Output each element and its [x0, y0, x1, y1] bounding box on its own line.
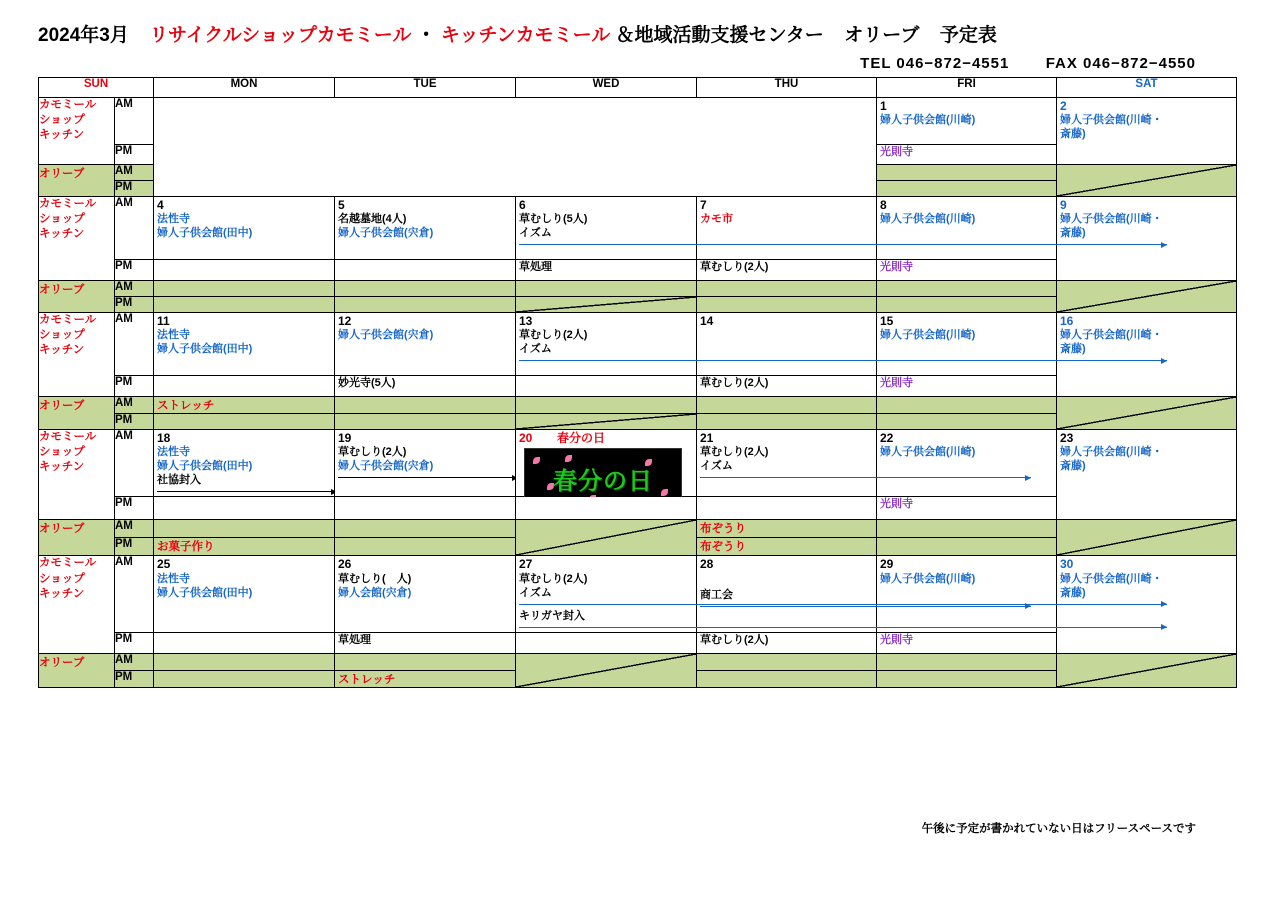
- row-label-olive: オリーブ: [39, 653, 115, 687]
- day-number: 25: [157, 557, 171, 572]
- day-cell-23: [1057, 430, 1237, 520]
- day-number: 27: [519, 557, 533, 572]
- olive-cell-thu: [697, 397, 877, 414]
- event-text: 光則寺: [880, 146, 913, 158]
- olive-event-stretch: ストレッチ: [157, 400, 215, 412]
- day-number: 30: [1060, 557, 1074, 572]
- weekday-thu: THU: [697, 78, 877, 98]
- day-number: 15: [880, 314, 894, 328]
- day-cell-2: [1057, 98, 1237, 165]
- olive-cell-wed: [516, 281, 697, 297]
- olive-cell-mon: [154, 653, 335, 670]
- day-cell-18: [154, 430, 335, 497]
- day-cell-8-pm: [877, 260, 1057, 281]
- day-number: 28: [700, 557, 714, 572]
- event-text: 草むしり(2人): [700, 633, 769, 646]
- title-doc-type: 予定表: [939, 25, 997, 46]
- olive-cell-fri-pm: [877, 297, 1057, 313]
- olive-cell-thu-pm: [697, 670, 877, 687]
- span-arrow-izumu: [519, 356, 1167, 365]
- weekday-sat: SAT: [1057, 78, 1237, 98]
- olive-cell-thu-pm: [697, 414, 877, 430]
- holiday-label: 春分の日: [557, 431, 606, 445]
- day-cell-15-pm: [877, 376, 1057, 397]
- span-arrow-fujin: [338, 473, 518, 482]
- day-cell-9: [1057, 197, 1237, 281]
- olive-cell-thu-pm: [697, 297, 877, 313]
- title-org1: リサイクルショップカモミール: [149, 25, 412, 46]
- event-text: 婦人子供会館(田中): [157, 460, 253, 473]
- day-cell-28: [697, 556, 877, 632]
- day-number-text: 20: [519, 431, 533, 445]
- title-org2: キッチンカモミール: [440, 25, 611, 46]
- olive-cell-fri: [877, 653, 1057, 670]
- pm-label: PM: [115, 181, 154, 197]
- day-number: 18: [157, 431, 171, 445]
- title-amp: ＆地域活動支援センター: [615, 25, 824, 46]
- am-label: AM: [115, 397, 154, 414]
- olive-cell-tue: [335, 281, 516, 297]
- row-label-kamomile: [39, 197, 115, 281]
- olive-cell-tue-pm: [335, 414, 516, 430]
- day-cell-4-pm: [154, 260, 335, 281]
- label-line-2: ショップ: [39, 213, 85, 226]
- title-month: 2024年3月: [38, 25, 129, 46]
- day-number: 29: [880, 557, 894, 572]
- olive-cell-thu: [697, 520, 877, 538]
- pm-label: PM: [115, 538, 154, 556]
- day-number: 6: [519, 198, 526, 212]
- olive-cell-fri-pm: [877, 538, 1057, 556]
- footnote: 午後に予定が書かれていない日はフリースペースです: [921, 823, 1196, 835]
- row-label-kamomile: [39, 556, 115, 653]
- event-text: イズム: [700, 460, 733, 473]
- week3-kamomile-am: [39, 313, 1237, 376]
- span-arrow-izumu: [700, 473, 1031, 482]
- event-text: 法性寺: [157, 329, 190, 342]
- pm-label: PM: [115, 632, 154, 653]
- row-label-olive: オリーブ: [39, 520, 115, 556]
- event-text: 草むしり(2人): [700, 377, 769, 389]
- day-cell-29-pm: [877, 632, 1057, 653]
- event-text: 婦人子供会館(川崎・: [1060, 572, 1163, 585]
- olive-cell-fri-pm: [877, 181, 1057, 197]
- day-cell-21-pm: [697, 497, 877, 520]
- day-cell-22: [877, 430, 1057, 497]
- olive-cell-thu-pm: [697, 538, 877, 556]
- pm-label: PM: [115, 297, 154, 313]
- day-number: 9: [1060, 198, 1067, 212]
- olive-cell-wed-pm: [516, 414, 697, 430]
- event-text: 婦人子供会館(宍倉): [338, 460, 434, 473]
- day-cell-26-pm: [335, 632, 516, 653]
- day-number: 8: [880, 198, 887, 212]
- day-number: 14: [700, 314, 714, 328]
- olive-cell-sat: [1057, 397, 1237, 430]
- week3-olive-am: [39, 397, 1237, 414]
- am-label: AM: [115, 430, 154, 497]
- olive-cell-mon: [154, 281, 335, 297]
- contact-info: [860, 55, 1196, 72]
- label-line-1: カモミール: [39, 431, 97, 443]
- row-label-kamomile: [39, 313, 115, 397]
- label-line-1: カモミール: [39, 198, 97, 210]
- event-text: 草むしり(2人): [338, 446, 407, 459]
- row-label-olive: オリーブ: [39, 281, 115, 313]
- am-label: AM: [115, 556, 154, 632]
- shunbun-image-text: 春分の日: [553, 467, 653, 495]
- day-cell-13: [516, 313, 697, 376]
- label-line-3: キッチン: [39, 344, 85, 357]
- week4-kamomile-am: [39, 430, 1237, 497]
- label-line-1: カモミール: [39, 314, 97, 326]
- label-line-1: カモミール: [39, 99, 97, 111]
- olive-cell-sat: [1057, 165, 1237, 197]
- event-text: 草処理: [519, 261, 552, 273]
- event-text: 婦人子供会館(田中): [157, 343, 253, 356]
- week4-olive-am: [39, 520, 1237, 538]
- day-number: 16: [1060, 314, 1074, 328]
- olive-cell-mon: [154, 520, 335, 538]
- day-cell-14: [697, 313, 877, 376]
- day-cell-22-pm: [877, 497, 1057, 520]
- season-banner: [154, 98, 877, 197]
- olive-cell-tue-pm: [335, 670, 516, 687]
- event-text: 草むしり(2人): [519, 329, 588, 342]
- olive-event-nunozouri: 布ぞうり: [700, 523, 746, 536]
- event-text: 草むしり(2人): [519, 572, 588, 585]
- event-text: 法性寺: [157, 446, 190, 459]
- day-cell-5: [335, 197, 516, 260]
- day-number: 13: [519, 314, 533, 328]
- event-text: 婦人子供会館(川崎・: [1060, 446, 1163, 459]
- pm-label: PM: [115, 260, 154, 281]
- label-line-3: キッチン: [39, 129, 85, 142]
- event-text: 光則寺: [880, 377, 913, 389]
- label-line-2: ショップ: [39, 329, 85, 342]
- day-number: [516, 430, 696, 445]
- event-text: 社協封入: [157, 474, 201, 487]
- tel-label: TEL: [860, 55, 892, 72]
- event-text: 斎藤): [1060, 586, 1086, 599]
- schedule-table: [38, 77, 1237, 688]
- day-number: 23: [1060, 431, 1074, 445]
- olive-event-stretch: ストレッチ: [338, 673, 396, 686]
- fax-number: 046−872−4550: [1083, 55, 1196, 72]
- olive-cell-sat: [1057, 653, 1237, 687]
- day-number: 26: [338, 557, 352, 572]
- event-text: 婦人子供会館(川崎・: [1060, 213, 1163, 226]
- olive-cell-tue-pm: [335, 538, 516, 556]
- weekday-header-row: [39, 78, 1237, 98]
- event-text: 婦人子供会館(田中): [157, 586, 253, 599]
- event-text: 婦人子供会館(川崎): [880, 329, 976, 342]
- am-label: AM: [115, 520, 154, 538]
- day-number: 2: [1060, 99, 1067, 113]
- weekday-mon: MON: [154, 78, 335, 98]
- am-label: AM: [115, 165, 154, 181]
- olive-cell-mon-pm: [154, 414, 335, 430]
- event-text: 婦人子供会館(宍倉): [338, 227, 434, 240]
- label-line-3: キッチン: [39, 228, 85, 241]
- day-cell-1-pm: [877, 145, 1057, 165]
- label-line-2: ショップ: [39, 572, 85, 585]
- fax-label: FAX: [1045, 55, 1078, 72]
- event-text: 婦人子供会館(川崎・: [1060, 114, 1163, 127]
- event-text: 商工会: [700, 588, 733, 601]
- title-org3: オリーブ: [844, 25, 920, 46]
- event-text: 斎藤): [1060, 227, 1086, 240]
- event-text: 草処理: [338, 633, 371, 646]
- event-text: キリガヤ封入: [519, 609, 585, 622]
- event-text: 婦人子供会館(田中): [157, 227, 253, 240]
- event-text: 斎藤): [1060, 128, 1086, 141]
- week5-olive-am: [39, 653, 1237, 670]
- day-cell-25-pm: [154, 632, 335, 653]
- event-text: 光則寺: [880, 633, 913, 646]
- pm-label: PM: [115, 145, 154, 165]
- weekday-sun: SUN: [39, 78, 154, 98]
- day-cell-29: [877, 556, 1057, 632]
- event-text: 妙光寺(5人): [338, 377, 396, 389]
- event-text: 草むしり(5人): [519, 213, 588, 226]
- olive-cell-sat: [1057, 520, 1237, 556]
- event-text: 草むしり( 人): [338, 572, 412, 585]
- am-label: AM: [115, 653, 154, 670]
- title-dot: ・: [416, 25, 436, 46]
- day-cell-16: [1057, 313, 1237, 397]
- day-cell-28-pm: [697, 632, 877, 653]
- day-cell-19: [335, 430, 516, 497]
- day-cell-18-pm: [154, 497, 335, 520]
- olive-cell-fri: [877, 281, 1057, 297]
- day-number: 12: [338, 314, 352, 328]
- label-line-2: ショップ: [39, 446, 85, 459]
- olive-cell-fri: [877, 397, 1057, 414]
- span-arrow-shokokai: [700, 602, 1031, 611]
- olive-cell-tue: [335, 520, 516, 538]
- olive-cell-mon-pm: [154, 538, 335, 556]
- olive-cell-wed: [516, 653, 697, 687]
- day-cell-12: [335, 313, 516, 376]
- event-text: 婦人子供会館(川崎): [880, 572, 976, 585]
- day-cell-6-pm: [516, 260, 697, 281]
- event-text: 光則寺: [880, 498, 913, 511]
- olive-cell-sat: [1057, 281, 1237, 313]
- olive-cell-tue: [335, 653, 516, 670]
- row-label-kamomile: [39, 98, 115, 165]
- day-number: 7: [700, 198, 707, 212]
- olive-cell-fri-pm: [877, 670, 1057, 687]
- event-text: 草むしり(2人): [700, 261, 769, 273]
- day-cell-20: [516, 430, 697, 497]
- event-text: イズム: [519, 227, 552, 240]
- olive-cell-fri: [877, 165, 1057, 181]
- olive-cell-fri: [877, 520, 1057, 538]
- day-cell-21: [697, 430, 877, 497]
- event-text: 婦人子供会館(川崎): [880, 446, 976, 459]
- day-cell-27-pm: [516, 632, 697, 653]
- page-title: [38, 20, 997, 47]
- am-label: AM: [115, 197, 154, 260]
- day-number: 1: [880, 99, 887, 113]
- span-arrow-shakyo: [157, 487, 337, 496]
- day-cell-1: [877, 98, 1057, 145]
- event-text: 草むしり(2人): [700, 446, 769, 459]
- event-text: 婦人会館(宍倉): [338, 586, 412, 599]
- olive-cell-wed: [516, 520, 697, 556]
- olive-event-okashi: お菓子作り: [157, 541, 215, 554]
- weekday-wed: WED: [516, 78, 697, 98]
- label-line-1: カモミール: [39, 557, 97, 570]
- event-text: イズム: [519, 586, 552, 599]
- tel-number: 046−872−4551: [896, 55, 1010, 72]
- week2-olive-am: [39, 281, 1237, 297]
- olive-cell-wed: [516, 397, 697, 414]
- day-cell-27: [516, 556, 697, 632]
- olive-cell-mon-pm: [154, 297, 335, 313]
- day-number: 4: [157, 198, 164, 212]
- day-cell-25: [154, 556, 335, 632]
- label-line-3: キッチン: [39, 461, 85, 474]
- week5-kamomile-am: [39, 556, 1237, 632]
- olive-cell-mon: [154, 397, 335, 414]
- span-arrow-kirigaya: [519, 623, 1167, 632]
- olive-cell-tue: [335, 397, 516, 414]
- event-text: 斎藤): [1060, 343, 1086, 356]
- weekday-fri: FRI: [877, 78, 1057, 98]
- event-text: カモ市: [700, 213, 733, 226]
- event-text: 婦人子供会館(川崎): [880, 114, 976, 127]
- olive-cell-fri-pm: [877, 414, 1057, 430]
- event-text: 婦人子供会館(川崎・: [1060, 329, 1163, 342]
- day-cell-26: [335, 556, 516, 632]
- day-cell-8: [877, 197, 1057, 260]
- am-label: AM: [115, 313, 154, 376]
- day-cell-6: [516, 197, 697, 260]
- event-text: 斎藤): [1060, 460, 1086, 473]
- day-number: 21: [700, 431, 714, 445]
- olive-event-nunozouri: 布ぞうり: [700, 541, 746, 554]
- day-cell-15: [877, 313, 1057, 376]
- pm-label: PM: [115, 376, 154, 397]
- event-text: 法性寺: [157, 572, 190, 585]
- day-cell-12-pm: [335, 376, 516, 397]
- day-cell-11: [154, 313, 335, 376]
- day-cell-19-pm: [335, 497, 516, 520]
- day-cell-5-pm: [335, 260, 516, 281]
- row-label-kamomile: [39, 430, 115, 520]
- day-cell-7: [697, 197, 877, 260]
- pm-label: PM: [115, 670, 154, 687]
- span-arrow-izumu: [519, 240, 1167, 249]
- row-label-olive: オリーブ: [39, 397, 115, 430]
- row-label-olive: オリーブ: [39, 165, 115, 197]
- event-text: 光則寺: [880, 261, 913, 273]
- olive-cell-thu: [697, 281, 877, 297]
- day-number: 11: [157, 314, 170, 328]
- day-number: 22: [880, 431, 894, 445]
- weekday-tue: TUE: [335, 78, 516, 98]
- event-text: 法性寺: [157, 213, 190, 226]
- pm-label: PM: [115, 414, 154, 430]
- label-line-2: ショップ: [39, 114, 85, 127]
- event-text: 婦人子供会館(宍倉): [338, 329, 434, 342]
- olive-cell-thu: [697, 653, 877, 670]
- label-line-3: キッチン: [39, 587, 85, 600]
- pm-label: PM: [115, 497, 154, 520]
- week1-kamomile-am: [39, 98, 1237, 145]
- event-text: 名越墓地(4人): [338, 213, 407, 226]
- day-cell-13-pm: [516, 376, 697, 397]
- day-number: 5: [338, 198, 345, 212]
- day-number: 19: [338, 431, 352, 445]
- day-cell-11-pm: [154, 376, 335, 397]
- week2-kamomile-am: [39, 197, 1237, 260]
- olive-cell-mon-pm: [154, 670, 335, 687]
- day-cell-4: [154, 197, 335, 260]
- event-text: 婦人子供会館(川崎): [880, 213, 976, 226]
- event-text: イズム: [519, 343, 552, 356]
- day-cell-14-pm: [697, 376, 877, 397]
- olive-cell-tue-pm: [335, 297, 516, 313]
- am-label: AM: [115, 281, 154, 297]
- day-cell-20-pm: [516, 497, 697, 520]
- am-label: AM: [115, 98, 154, 145]
- day-cell-7-pm: [697, 260, 877, 281]
- olive-cell-wed-pm: [516, 297, 697, 313]
